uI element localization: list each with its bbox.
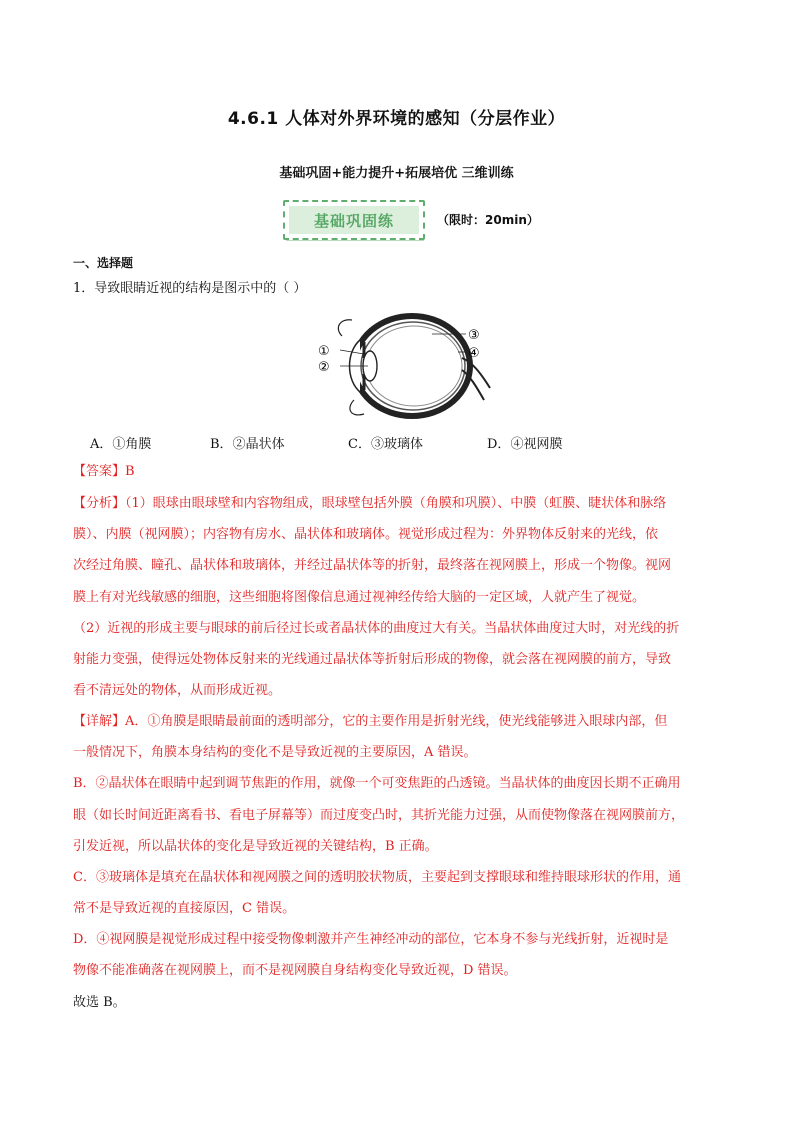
explanation-line: 【详解】A．①角膜是眼睛最前面的透明部分，它的主要作用是折射光线，使光线能够进入眼球内部，但 bbox=[73, 714, 668, 729]
badge-frame bbox=[283, 200, 425, 240]
explanation-line: 引发近视，所以晶状体的变化是导致近视的关键结构，B 正确。 bbox=[73, 839, 438, 854]
option-text: ④视网膜 bbox=[510, 437, 563, 452]
question-stem: 1．导致眼睛近视的结构是图示中的（ ） bbox=[73, 281, 307, 296]
label-3: ③ bbox=[468, 328, 480, 343]
option-letter: B． bbox=[210, 437, 233, 452]
label-1: ① bbox=[318, 344, 330, 359]
explanation-line: 膜上有对光线敏感的细胞，这些细胞将图像信息通过视神经传给大脑的一定区域，人就产生了视觉。 bbox=[73, 590, 646, 605]
explanation-line: 一般情况下，角膜本身结构的变化不是导致近视的主要原因，A 错误。 bbox=[73, 745, 477, 760]
explanation-line: C．③玻璃体是填充在晶状体和视网膜之间的透明胶状物质，主要起到支撑眼球和维持眼球形状的作用，通 bbox=[73, 870, 681, 885]
explanation-line: 膜）、内膜（视网膜）；内容物有房水、晶状体和玻璃体。视觉形成过程为：外界物体反射来的光线，依 bbox=[73, 527, 659, 542]
explanation-line: 次经过角膜、瞳孔、晶状体和玻璃体，并经过晶状体等的折射，最终落在视网膜上，形成一个物像。视网 bbox=[73, 558, 672, 573]
explanation-line: D．④视网膜是视觉形成过程中接受物像刺激并产生神经冲动的部位，它本身不参与光线折射，近视时是 bbox=[73, 932, 669, 947]
lower-eyelid bbox=[350, 400, 364, 415]
option-d[interactable] bbox=[487, 433, 562, 452]
page-subtitle: 基础巩固+能力提升+拓展培优 三维训练 bbox=[279, 166, 514, 181]
option-letter: C． bbox=[348, 437, 371, 452]
option-text: ②晶状体 bbox=[232, 437, 285, 452]
upper-eyelid bbox=[338, 320, 352, 336]
section-heading: 一、选择题 bbox=[73, 256, 134, 270]
retina bbox=[366, 326, 462, 406]
answer-line: 【答案】B bbox=[73, 464, 135, 479]
eye-diagram-svg bbox=[312, 308, 494, 424]
explanation-line: 物像不能准确落在视网膜上，而不是视网膜自身结构变化导致近视，D 错误。 bbox=[73, 963, 517, 978]
explanation-line: 【分析】（1）眼球由眼球壁和内容物组成，眼球壁包括外膜（角膜和巩膜）、中膜（虹膜、睫状体和脉络 bbox=[73, 496, 667, 511]
explanation-line: 常不是导致近视的直接原因，C 错误。 bbox=[73, 901, 296, 916]
label-4: ④ bbox=[468, 346, 480, 361]
option-a[interactable] bbox=[90, 433, 151, 452]
label-2: ② bbox=[318, 360, 330, 375]
explanation-line: 看不清远处的物体，从而形成近视。 bbox=[73, 683, 282, 698]
level-badge bbox=[283, 200, 425, 240]
explanation-line: 眼（如长时间近距离看书、看电子屏幕等）而过度变凸时，其折光能力过强，从而使物像落在视网膜前方， bbox=[73, 808, 685, 823]
option-letter: D． bbox=[487, 437, 511, 452]
option-text: ①角膜 bbox=[112, 437, 152, 452]
time-limit: （限时：20min） bbox=[437, 213, 539, 227]
conclusion: 故选 B。 bbox=[73, 995, 126, 1010]
page-title: 4.6.1 人体对外界环境的感知（分层作业） bbox=[227, 109, 566, 129]
explanation-line: 射能力变强，使得远处物体反射来的光线通过晶状体等折射后形成的物像，就会落在视网膜的前方，导致 bbox=[73, 652, 672, 667]
explanation-line: （2）近视的形成主要与眼球的前后径过长或者晶状体的曲度过大有关。当晶状体曲度过大时，对光线的折 bbox=[73, 621, 680, 636]
option-b[interactable] bbox=[210, 433, 285, 452]
option-text: ③玻璃体 bbox=[370, 437, 423, 452]
option-letter: A． bbox=[90, 437, 113, 452]
option-c[interactable] bbox=[348, 433, 423, 452]
explanation-line: B．②晶状体在眼睛中起到调节焦距的作用，就像一个可变焦距的凸透镜。当晶状体的曲度因长期不正确用 bbox=[73, 776, 681, 791]
badge-label: 基础巩固练 bbox=[289, 206, 419, 234]
eye-diagram bbox=[312, 308, 494, 424]
